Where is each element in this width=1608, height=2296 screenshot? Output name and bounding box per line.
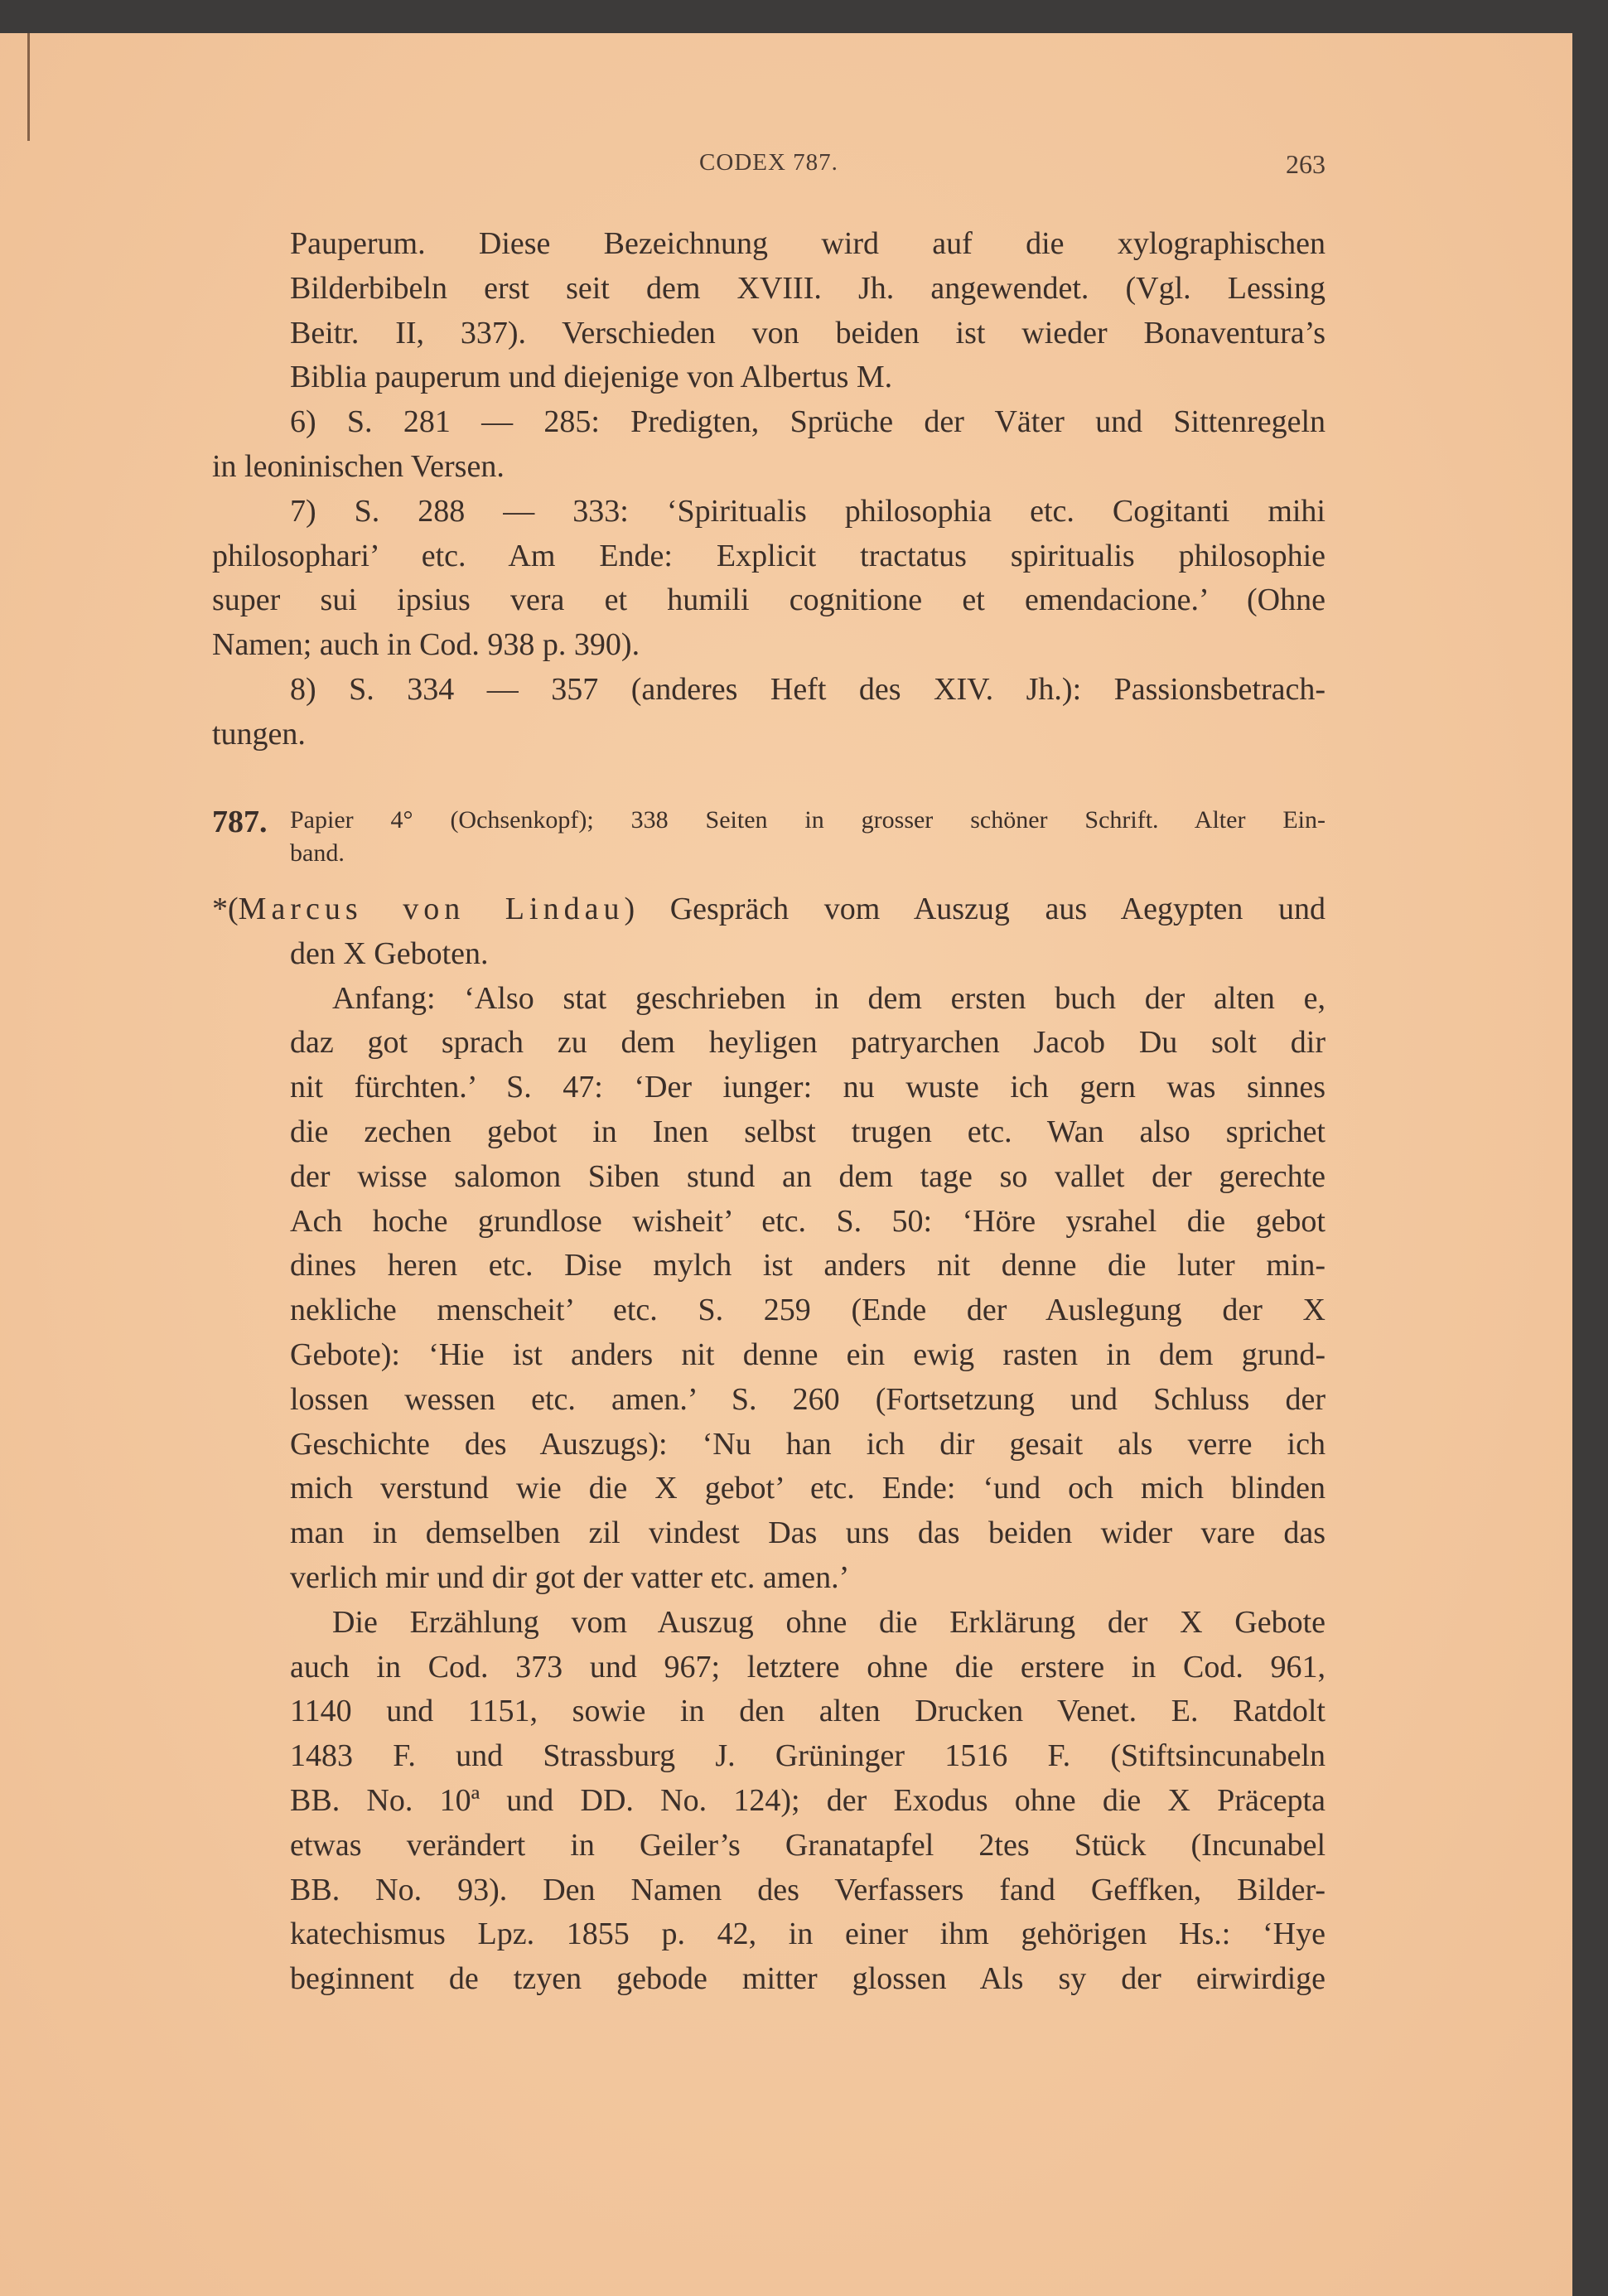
text-line: 1140 und 1151, sowie in den alten Drucken Venet. E. Ratdolt bbox=[290, 1694, 1326, 1729]
text-line: nit fürchten.’ S. 47: ‘Der iunger: nu wuste ich gern was sinnes bbox=[290, 1070, 1326, 1105]
running-title: CODEX 787. bbox=[699, 149, 838, 176]
page-header bbox=[212, 149, 1326, 191]
entry-body bbox=[212, 887, 1326, 2002]
entry-description-line: Papier 4° (Ochsenkopf); 338 Seiten in grosser schöner Schrift. Alter Ein- bbox=[290, 806, 1326, 834]
text-line: philosophari’ etc. Am Ende: Explicit tractatus spiritualis philosophie bbox=[212, 538, 1326, 573]
text-line: BB. No. 93). Den Namen des Verfassers fand Geffken, Bilder- bbox=[290, 1872, 1326, 1907]
book-page bbox=[0, 33, 1572, 2296]
text-line: Gebote): ‘Hie ist anders nit denne ein ewig rasten in dem grund- bbox=[290, 1337, 1326, 1372]
page-number: 263 bbox=[1286, 149, 1326, 179]
text-line: Bilderbibeln erst seit dem XVIII. Jh. angewendet. (Vgl. Lessing bbox=[290, 270, 1326, 306]
title-prefix: *( bbox=[212, 892, 239, 926]
text-line: die zechen gebot in Inen selbst trugen etc. Wan also sprichet bbox=[290, 1114, 1326, 1149]
text-line: katechismus Lpz. 1855 p. 42, in einer ihm gehörigen Hs.: ‘Hye bbox=[290, 1917, 1326, 1952]
title-rest: ) Gespräch vom Auszug aus Aegypten und bbox=[624, 892, 1326, 926]
text-line: super sui ipsius vera et humili cognitione et emendacione.’ (Ohne bbox=[212, 582, 1326, 618]
text-line: Ach hoche grundlose wisheit’ etc. S. 50: ‘Höre ysrahel die gebot bbox=[290, 1203, 1326, 1239]
text-line: BB. No. 10ª und DD. No. 124); der Exodus ohne die X Präcepta bbox=[290, 1782, 1326, 1818]
text-line: Biblia pauperum und diejenige von Albertus M. bbox=[290, 360, 893, 395]
text-line: 7) S. 288 — 333: ‘Spiritualis philosophia etc. Cogitanti mihi bbox=[290, 493, 1326, 529]
entry-description-line: band. bbox=[290, 839, 345, 867]
text-line: dines heren etc. Dise mylch ist anders nit denne die luter min- bbox=[290, 1248, 1326, 1283]
text-line: lossen wessen etc. amen.’ S. 260 (Fortsetzung und Schluss der bbox=[290, 1381, 1326, 1417]
text-line: 8) S. 334 — 357 (anderes Heft des XIV. Jh.): Passionsbetrach- bbox=[290, 671, 1326, 707]
text-line: 6) S. 281 — 285: Predigten, Sprüche der Väter und Sittenregeln bbox=[290, 404, 1326, 440]
text-line: daz got sprach zu dem heyligen patryarchen Jacob Du solt dir bbox=[290, 1025, 1326, 1061]
text-line: Anfang: ‘Also stat geschrieben in dem ersten buch der alten e, bbox=[332, 980, 1326, 1016]
text-line: der wisse salomon Siben stund an dem tage so vallet der gerechte bbox=[290, 1158, 1326, 1194]
text-line: Die Erzählung vom Auszug ohne die Erklärung der X Gebote bbox=[332, 1604, 1326, 1640]
entry-header bbox=[212, 804, 1326, 870]
entry-title-line bbox=[212, 887, 1326, 932]
text-line: auch in Cod. 373 und 967; letztere ohne die erstere in Cod. 961, bbox=[290, 1649, 1326, 1685]
text-line: Namen; auch in Cod. 938 p. 390). bbox=[212, 627, 640, 663]
text-line: beginnent de tzyen gebode mitter glossen Als sy der eirwirdige bbox=[290, 1961, 1326, 1997]
text-line: mich verstund wie die X gebot’ etc. Ende: ‘und och mich blinden bbox=[290, 1471, 1326, 1506]
text-line: tungen. bbox=[212, 716, 306, 752]
text-line: etwas verändert in Geiler’s Granatapfel 2tes Stück (Incunabel bbox=[290, 1827, 1326, 1863]
author-name: Marcus von Lindau bbox=[238, 892, 625, 926]
text-line: Geschichte des Auszugs): ‘Nu han ich dir gesait als verre ich bbox=[290, 1426, 1326, 1462]
entry-title-line: den X Geboten. bbox=[290, 935, 489, 971]
entry-number: 787. bbox=[212, 805, 268, 839]
text-line: man in demselben zil vindest Das uns das beiden wider vare das bbox=[290, 1515, 1326, 1551]
text-line: in leoninischen Versen. bbox=[212, 448, 505, 484]
text-line: Pauperum. Diese Bezeichnung wird auf die xylographischen bbox=[290, 226, 1326, 261]
text-line: Beitr. II, 337). Verschieden von beiden ist wieder Bonaventura’s bbox=[290, 315, 1326, 350]
page-fold-line bbox=[27, 33, 30, 141]
text-line: verlich mir und dir got der vatter etc. amen.’ bbox=[290, 1559, 850, 1595]
previous-entry-continuation bbox=[212, 222, 1326, 757]
text-line: nekliche menscheit’ etc. S. 259 (Ende der Auslegung der X bbox=[290, 1293, 1326, 1328]
text-line: 1483 F. und Strassburg J. Grüninger 1516 F. (Stiftsincunabeln bbox=[290, 1738, 1326, 1774]
